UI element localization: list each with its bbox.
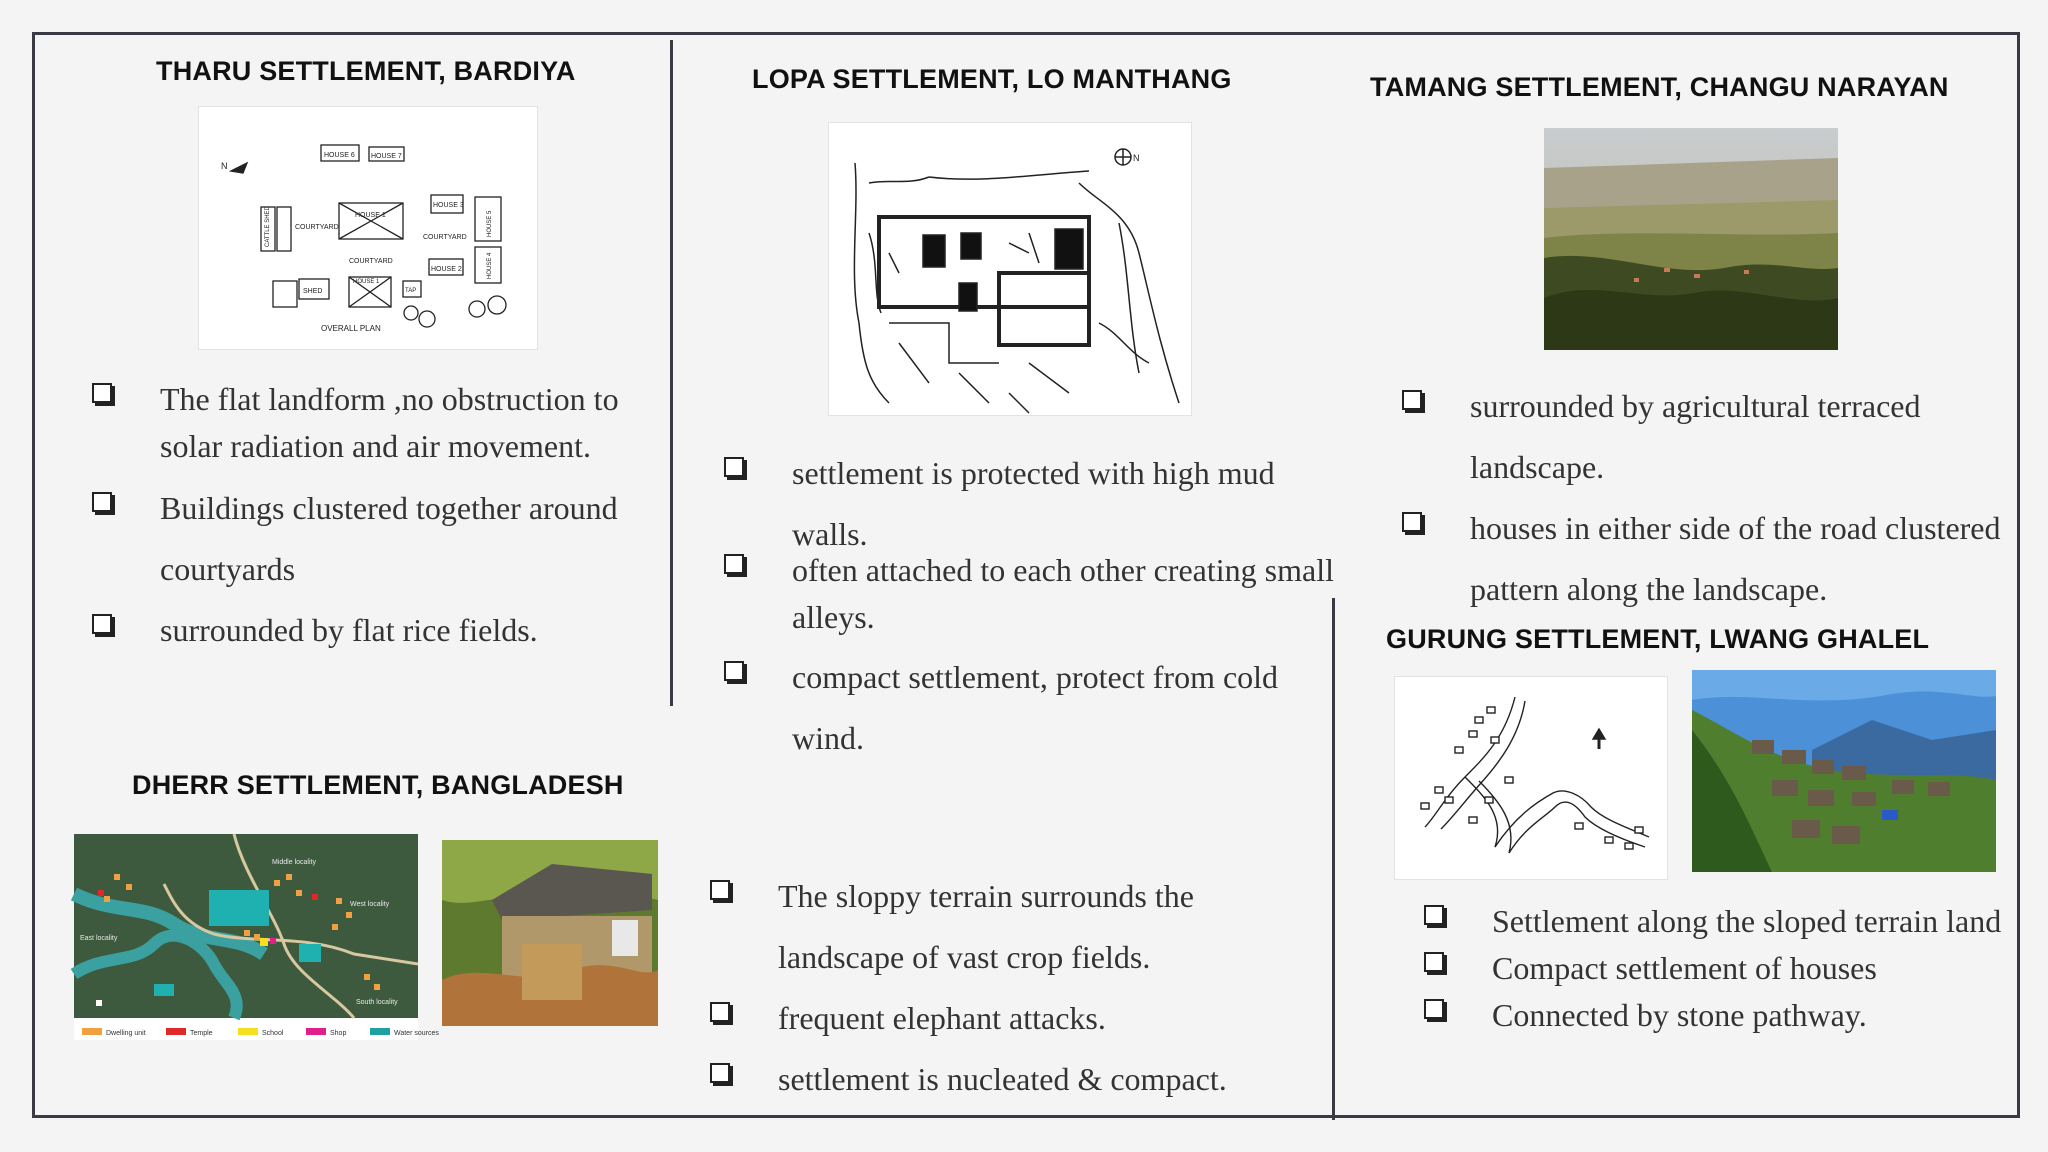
checkbox-icon — [710, 1063, 730, 1083]
checkbox-icon — [92, 383, 112, 403]
north-label: N — [1133, 153, 1140, 163]
house-lower-label: HOUSE 1 — [353, 279, 380, 285]
dherr-map — [74, 834, 439, 1040]
dherr-bullets — [710, 866, 1320, 1110]
courtyard-left-label: COURTYARD — [295, 224, 339, 231]
bullet-text: often attached to each other creating small alleys. — [792, 552, 1334, 635]
courtyard-center-label: COURTYARD — [349, 258, 393, 265]
bullet-text: compact settlement, protect from cold wind. — [792, 659, 1279, 756]
checkbox-icon — [1402, 390, 1422, 410]
gurung-map-sketch — [1394, 676, 1668, 880]
bullet-text: settlement is protected with high mud walls. — [792, 455, 1275, 552]
list-item — [710, 1049, 1320, 1110]
checkbox-icon — [710, 880, 730, 900]
lopa-plan-sketch — [828, 122, 1192, 416]
legend-label: Shop — [330, 1030, 347, 1037]
bullet-text: frequent elephant attacks. — [778, 1000, 1106, 1036]
bullet-text: Buildings clustered together around courtyards — [160, 490, 618, 587]
legend-swatch — [238, 1028, 258, 1035]
map-label-east: East locality — [80, 935, 118, 942]
shed-label: SHED — [303, 288, 323, 295]
home-icon — [96, 1000, 102, 1006]
legend-swatch — [306, 1028, 326, 1035]
checkbox-icon — [1424, 952, 1444, 972]
list-item — [1402, 376, 2022, 498]
tap-label: TAP — [405, 288, 417, 294]
legend-swatch — [82, 1028, 102, 1035]
list-item — [1424, 992, 2014, 1039]
bullet-text: Connected by stone pathway. — [1492, 997, 1867, 1033]
checkbox-icon — [724, 554, 744, 574]
checkbox-icon — [92, 614, 112, 634]
map-legend — [82, 1028, 439, 1037]
checkbox-icon — [724, 661, 744, 681]
list-item — [1424, 945, 2014, 992]
dherr-photo — [442, 840, 658, 1026]
legend-label: School — [262, 1030, 284, 1037]
checkbox-icon — [710, 1002, 730, 1022]
list-item — [710, 866, 1320, 988]
house6-label: HOUSE 6 — [324, 152, 355, 159]
gurung-bullets — [1424, 898, 2014, 1039]
list-item — [1402, 498, 2022, 620]
bullet-text: houses in either side of the road clustered pattern along the landscape. — [1470, 510, 2001, 607]
tharu-bullets — [92, 376, 652, 661]
house2-label: HOUSE 2 — [431, 266, 462, 273]
list-item — [1424, 898, 2014, 945]
map-label-middle: Middle locality — [272, 859, 316, 866]
bullet-text: settlement is nucleated & compact. — [778, 1061, 1227, 1097]
bullet-text: Compact settlement of houses — [1492, 950, 1877, 986]
tharu-plan-sketch — [198, 106, 538, 350]
checkbox-icon — [92, 492, 112, 512]
house4-label: HOUSE 4 — [487, 252, 493, 279]
courtyard-right-label: COURTYARD — [423, 234, 467, 241]
house1-label: HOUSE 1 — [355, 212, 386, 219]
tamang-photo — [1544, 128, 1838, 350]
legend-label: Dwelling unit — [106, 1030, 146, 1037]
north-arrow-icon — [231, 163, 247, 173]
house5-label: HOUSE 5 — [487, 210, 493, 237]
north-label: N — [221, 161, 228, 171]
list-item — [92, 376, 652, 470]
tamang-bullets — [1402, 376, 2022, 620]
list-item — [724, 547, 1344, 641]
bullet-text: surrounded by agricultural terraced landscape. — [1470, 388, 1921, 485]
lopa-bullets — [724, 443, 1344, 769]
legend-label: Temple — [190, 1030, 213, 1037]
tamang-title: TAMANG SETTLEMENT, CHANGU NARAYAN — [1370, 72, 1949, 102]
house7-label: HOUSE 7 — [371, 153, 402, 160]
map-label-west: West locality — [350, 901, 390, 908]
checkbox-icon — [724, 457, 744, 477]
list-item — [92, 600, 652, 661]
checkbox-icon — [1424, 905, 1444, 925]
legend-label: Water sources — [394, 1030, 439, 1037]
list-item — [724, 647, 1344, 769]
list-item — [92, 478, 652, 600]
bullet-text: The sloppy terrain surrounds the landscape of vast crop fields. — [778, 878, 1194, 975]
map-label-south: South locality — [356, 999, 398, 1006]
checkbox-icon — [1402, 512, 1422, 532]
bullet-text: surrounded by flat rice fields. — [160, 612, 538, 648]
house3-label: HOUSE 3 — [433, 202, 464, 209]
legend-swatch — [370, 1028, 390, 1035]
legend-swatch — [166, 1028, 186, 1035]
lopa-title: LOPA SETTLEMENT, LO MANTHANG — [752, 64, 1232, 94]
gurung-photo — [1692, 670, 1996, 872]
bullet-text: The flat landform ,no obstruction to solar radiation and air movement. — [160, 381, 619, 464]
tharu-title: THARU SETTLEMENT, BARDIYA — [156, 56, 576, 86]
checkbox-icon — [1424, 999, 1444, 1019]
cattle-shed-label: CATTLE SHED — [265, 206, 271, 247]
gurung-title: GURUNG SETTLEMENT, LWANG GHALEL — [1386, 624, 1930, 654]
divider-left — [670, 40, 673, 706]
list-item — [710, 988, 1320, 1049]
north-arrow-icon — [1593, 729, 1605, 739]
plan-caption: OVERALL PLAN — [321, 324, 381, 333]
dherr-title: DHERR SETTLEMENT, BANGLADESH — [132, 770, 624, 800]
bullet-text: Settlement along the sloped terrain land — [1492, 903, 2002, 939]
